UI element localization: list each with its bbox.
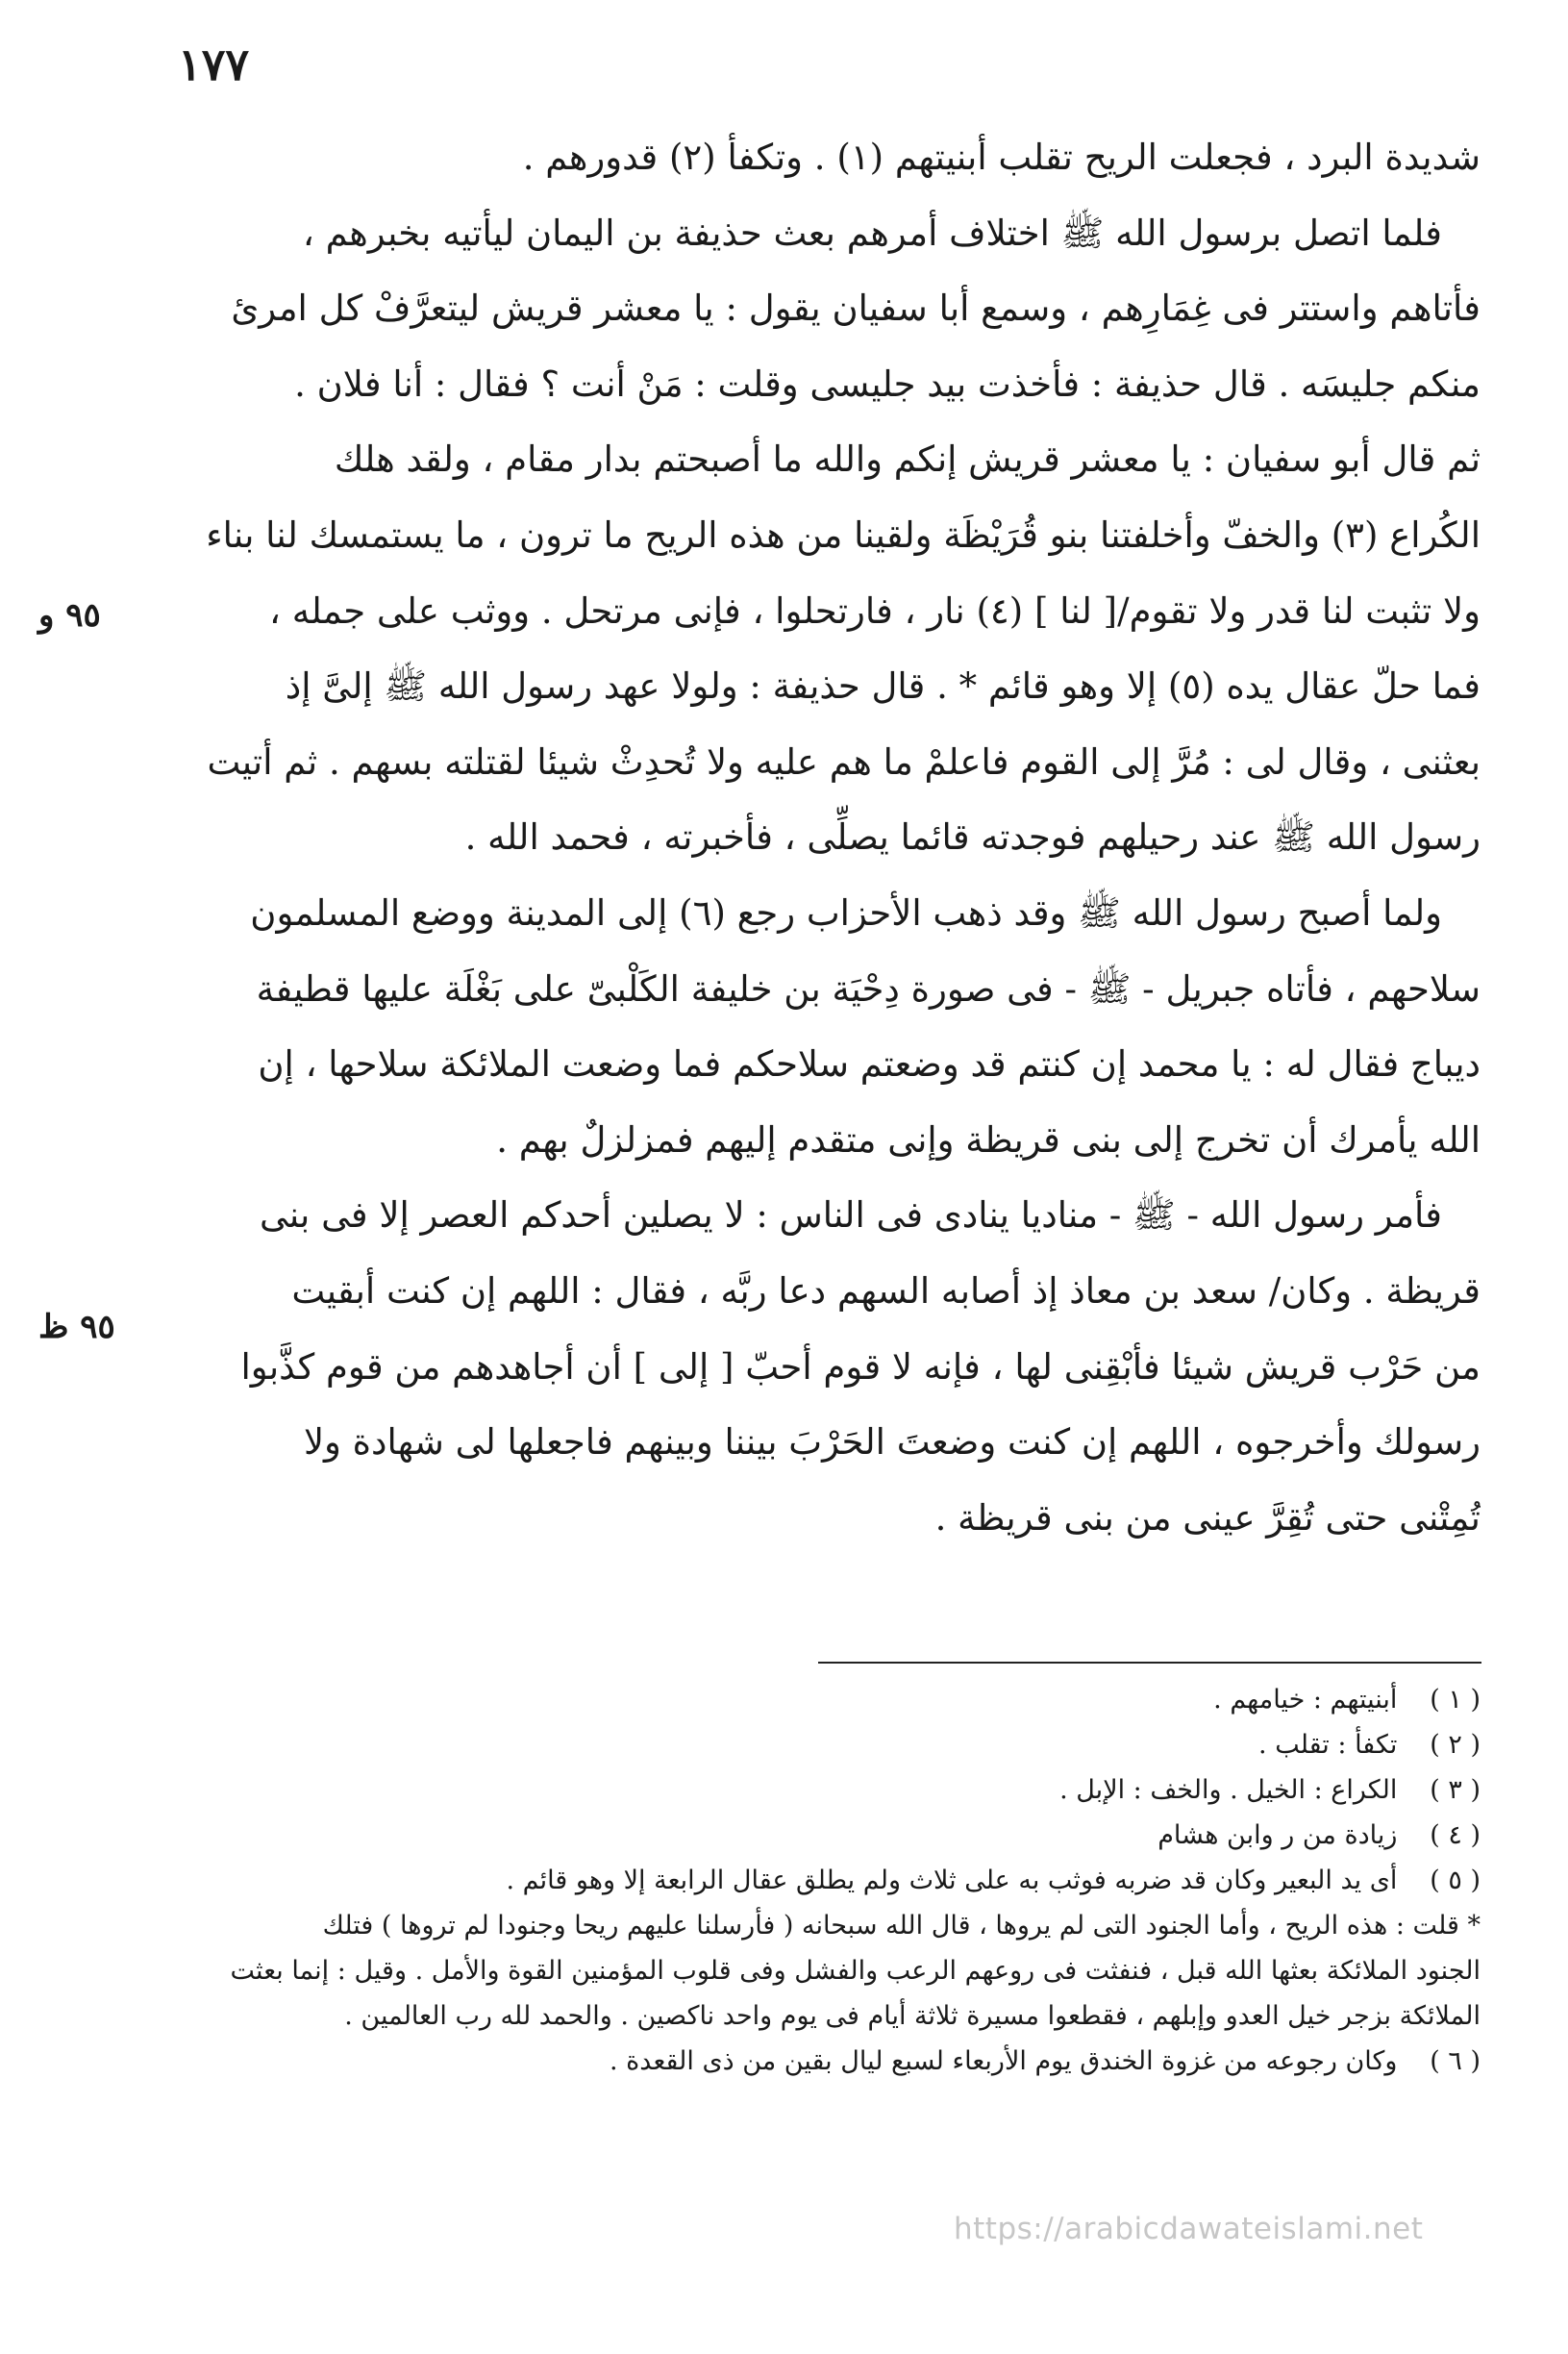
- margin-folio-note: ٩٥ ظ: [38, 1308, 115, 1346]
- footnote-text: الجنود الملائكة بعثها الله قبل ، فنفثت فى روعهم الرعب والفشل وفى قلوب المؤمنين القوة والأمل . وقيل : إنما بعثت: [230, 1956, 1481, 1986]
- footnote: [173, 1677, 1481, 1722]
- text-line: ديباج فقال له : يا محمد إن كنتم قد وضعتم سلاحكم فما وضعت الملائكة سلاحها ، إن: [258, 1043, 1481, 1086]
- text-line: فأتاهم واستتر فى غِمَارِهم ، وسمع أبا سفيان يقول : يا معشر قريش ليتعرَّفْ كل امرئ: [231, 288, 1481, 330]
- footnote-number: ( ٣ ): [1430, 1775, 1481, 1805]
- main-text: [173, 120, 1481, 1556]
- footnote-text: * قلت : هذه الريح ، وأما الجنود التى لم يروها ، قال الله سبحانه ( فأرسلنا عليهم ريحا وجنودا لم تروها ) فتلك: [322, 1911, 1481, 1941]
- footnote-number: ( ٢ ): [1430, 1730, 1481, 1760]
- text-line: بعثنى ، وقال لى : مُرَّ إلى القوم فاعلمْ ما هم عليه ولا تُحدِثْ شيئا لقتلته بسهم . ثم أتيت: [207, 740, 1481, 783]
- footnote-number: ( ٦ ): [1430, 2046, 1481, 2076]
- footnote-number: ( ٥ ): [1430, 1866, 1481, 1895]
- footnote-separator: [818, 1662, 1481, 1664]
- text-line: رسولك وأخرجوه ، اللهم إن كنت وضعتَ الحَرْبَ بيننا وبينهم فاجعلها لى شهادة ولا: [303, 1421, 1481, 1464]
- footnote-text: وكان رجوعه من غزوة الخندق يوم الأربعاء لسبع ليال بقين من ذى القعدة .: [609, 2046, 1398, 2076]
- text-line: شديدة البرد ، فجعلت الريح تقلب أبنيتهم (١) . وتكفأ (٢) قدورهم .: [522, 137, 1481, 178]
- text-line: من حَرْب قريش شيئا فأبْقِنى لها ، فإنه لا قوم أحبّ [ إلى ] أن أجاهدهم من قوم كذَّبوا: [240, 1345, 1481, 1388]
- footnote-text: تكفأ : تقلب .: [1258, 1730, 1398, 1760]
- footnote: [173, 1858, 1481, 1903]
- footnote-text: زيادة من ر وابن هشام: [1157, 1820, 1398, 1850]
- footnote-number: ( ٤ ): [1430, 1820, 1481, 1850]
- footnote-text: أى يد البعير وكان قد ضربه فوثب به على ثلاث ولم يطلق عقال الرابعة إلا وهو قائم .: [506, 1866, 1398, 1895]
- margin-folio-note: ٩٥ و: [38, 596, 101, 635]
- footnote: [173, 2039, 1481, 2084]
- text-line: ولما أصبح رسول الله ﷺ وقد ذهب الأحزاب رجع (٦) إلى المدينة ووضع المسلمون: [250, 891, 1442, 934]
- text-line: فأمر رسول الله - ﷺ - مناديا ينادى فى الناس : لا يصلين أحدكم العصر إلا فى بنى: [260, 1194, 1442, 1237]
- page-number: ١٧٧: [178, 38, 250, 90]
- footnote-number: ( ١ ): [1430, 1685, 1481, 1715]
- footnote: [173, 1722, 1481, 1767]
- text-line: فلما اتصل برسول الله ﷺ اختلاف أمرهم بعث حذيفة بن اليمان ليأتيه بخبرهم ،: [302, 212, 1442, 254]
- watermark-url: https://arabicdawateislami.net: [954, 2212, 1424, 2246]
- footnote-text: أبنيتهم : خيامهم .: [1213, 1685, 1398, 1715]
- footnote-text: الملائكة بزجر خيل العدو وإبلهم ، فقطعوا مسيرة ثلاثة أيام فى يوم واحد ناكصين . والحمد لله رب العالمين .: [344, 2001, 1481, 2031]
- text-line: الكُراع (٣) والخفّ وأخلفتنا بنو قُرَيْظَة ولقينا من هذه الريح ما ترون ، ما يستمسك لنا بناء: [206, 513, 1481, 556]
- text-line: فما حلّ عقال يده (٥) إلا وهو قائم * . قال حذيفة : ولولا عهد رسول الله ﷺ إلىَّ إذ: [285, 665, 1481, 708]
- footnote-note: [173, 1948, 1481, 1993]
- footnote-note: [173, 1903, 1481, 1948]
- text-line: ولا تثبت لنا قدر ولا تقوم/[ لنا ] (٤) نار ، فارتحلوا ، فإنى مرتحل . ووثب على جمله ،: [269, 589, 1481, 632]
- footnote-text: الكراع : الخيل . والخف : الإبل .: [1059, 1775, 1398, 1805]
- footnote: [173, 1767, 1481, 1813]
- footnote: [173, 1813, 1481, 1858]
- footnote-note: [173, 1993, 1481, 2039]
- text-line: الله يأمرك أن تخرج إلى بنى قريظة وإنى متقدم إليهم فمزلزلٌ بهم .: [496, 1118, 1481, 1161]
- text-line: رسول الله ﷺ عند رحيلهم فوجدته قائما يصلِّى ، فأخبرته ، فحمد الله .: [464, 816, 1481, 859]
- text-line: سلاحهم ، فأتاه جبريل - ﷺ - فى صورة دِحْيَة بن خليفة الكَلْبىّ على بَغْلَة عليها قطيفة: [256, 967, 1481, 1010]
- text-line: منكم جليسَه . قال حذيفة : فأخذت بيد جليسى وقلت : مَنْ أنت ؟ فقال : أنا فلان .: [294, 363, 1481, 405]
- text-line: قريظة . وكان/ سعد بن معاذ إذ أصابه السهم دعا ربَّه ، فقال : اللهم إن كنت أبقيت: [291, 1269, 1481, 1312]
- footnotes: [173, 1677, 1481, 2084]
- text-line: تُمِتْنى حتى تُقِرَّ عينى من بنى قريظة .: [934, 1496, 1481, 1539]
- text-line: ثم قال أبو سفيان : يا معشر قريش إنكم والله ما أصبحتم بدار مقام ، ولقد هلك: [334, 438, 1481, 481]
